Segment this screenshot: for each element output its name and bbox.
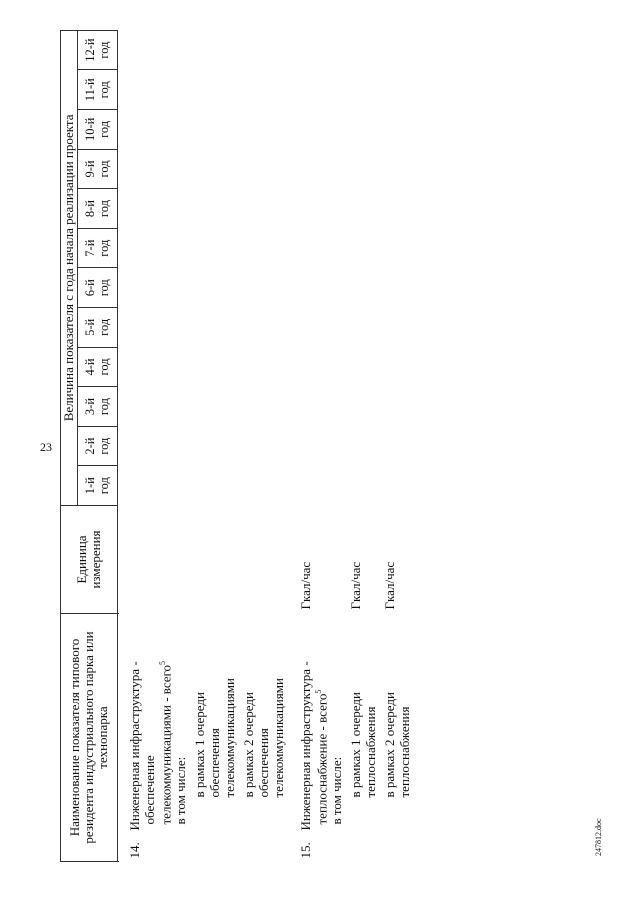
table-row (381, 30, 415, 861)
page-number: 23 (40, 440, 52, 454)
header-year-7: 7-й год (78, 228, 118, 268)
row-label: в рамках 2 очереди теплоснабжения (382, 692, 412, 798)
row-number: 15. (298, 842, 313, 859)
row-number (381, 834, 415, 862)
document-id-text: 247812.doc (594, 818, 603, 856)
row-number (191, 834, 240, 862)
row-unit: Гкал/час (382, 561, 398, 610)
header-year-1: 1-й год (78, 466, 118, 506)
row-label: Инженерная инфраструктура - обеспечение телекоммуникациями - всего$^5$ в том числе: (127, 660, 189, 831)
row-label: Инженерная инфраструктура - теплоснабжение - всего$^5$ в том числе: (298, 661, 345, 831)
table-row (118, 30, 192, 861)
header-year-2: 2-й год (78, 426, 118, 466)
header-year-5: 5-й год (78, 308, 118, 348)
row-label: в рамках 2 очереди обеспечения телекоммуникациями (241, 678, 287, 798)
row-number (240, 834, 289, 862)
row-unit (191, 506, 240, 614)
table-row (240, 30, 289, 861)
header-year-8: 8-й год (78, 189, 118, 229)
header-year-3: 3-й год (78, 387, 118, 427)
row-unit: Гкал/час (298, 561, 313, 610)
row-number (347, 834, 381, 862)
row-number: 14. (127, 842, 143, 859)
row-unit (240, 506, 289, 614)
rotated-table-container (60, 30, 540, 862)
table-row (191, 30, 240, 861)
header-year-4: 4-й год (78, 347, 118, 387)
row-label: в рамках 1 очереди обеспечения телекоммуникациями (192, 678, 238, 798)
header-year-9: 9-й год (78, 149, 118, 189)
table-row (289, 30, 347, 861)
indicators-table (60, 30, 415, 862)
table-row (347, 30, 381, 861)
header-year-10: 10-й год (78, 110, 118, 150)
row-unit: Гкал/час (348, 561, 364, 610)
header-year-12: 12-й год (78, 30, 118, 70)
header-name-column: Наименование показателя типового резидента индустриального парка или технопарка (61, 614, 118, 862)
row-label: в рамках 1 очереди теплоснабжения (348, 692, 379, 798)
header-unit-column: Единица измерения (61, 506, 118, 614)
header-year-6: 6-й год (78, 268, 118, 308)
row-unit (118, 506, 192, 614)
header-year-11: 11-й год (78, 70, 118, 110)
header-group-column: Величина показателя с года начала реализации проекта (61, 30, 78, 505)
